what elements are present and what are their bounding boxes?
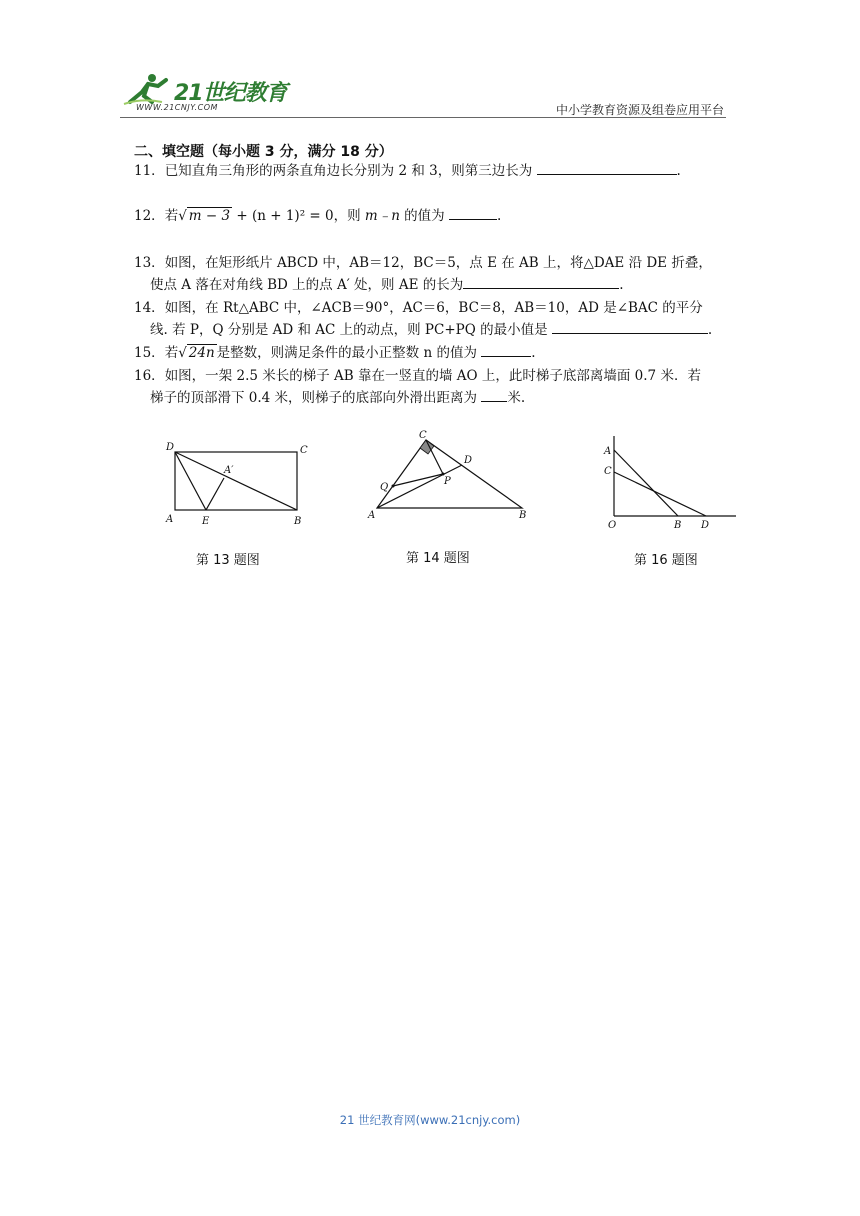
caption-13: 第 13 题图 [196, 553, 260, 568]
question-text: 已知直角三角形的两条直角边长分别为 2 和 3，则第三边长为 [164, 163, 533, 179]
segment-ea2 [206, 478, 224, 510]
answer-blank[interactable] [537, 160, 677, 175]
unit-label: 米. [507, 390, 526, 406]
label-a: A [604, 446, 612, 457]
label-d: D [166, 442, 175, 453]
label-b: B [519, 510, 527, 521]
label-q: Q [380, 482, 389, 493]
logo-url: WWW.21CNJY.COM [136, 103, 218, 112]
question-number: 11． [134, 163, 165, 179]
question-15: 15．若√ 24n 是整数，则满足条件的最小正整数 n 的值为 . [134, 342, 536, 364]
question-suffix: 是整数，则满足条件的最小正整数 n 的值为 [216, 345, 477, 361]
label-o: O [608, 520, 617, 531]
answer-blank[interactable] [463, 274, 619, 289]
question-number: 12． [134, 208, 165, 224]
question-line-1: 如图，在矩形纸片 ABCD 中，AB＝12，BC＝5，点 E 在 AB 上，将△DAE 沿 DE 折叠， [164, 255, 712, 271]
question-prefix: 若 [164, 208, 179, 224]
question-line-2: 梯子的顶部滑下 0.4 米，则梯子的底部向外滑出距离为 [150, 390, 478, 406]
runner-logo-icon [122, 72, 172, 106]
question-prefix: 若 [164, 345, 179, 361]
figure-16 [596, 432, 738, 532]
triangle-abc [377, 440, 522, 508]
caption-16: 第 16 题图 [634, 553, 698, 568]
label-d: D [701, 520, 710, 531]
question-16 [134, 365, 701, 409]
answer-blank[interactable] [552, 319, 708, 334]
question-middle: + (n + 1)² = 0，则 [232, 208, 365, 224]
label-b: B [674, 520, 682, 531]
caption-14: 第 14 题图 [406, 551, 470, 566]
question-suffix: 的值为 [399, 208, 445, 224]
figure-14 [364, 428, 534, 524]
question-14: 14．如图，在 Rt△ABC 中，∠ACB＝90°，AC＝6，BC＝8，AB＝10，AD 是∠BAC 的平分 线. 若 P，Q 分别是 AD 和 AC 上的动点，则 PC+PQ 的最小值是 . [134, 297, 712, 341]
label-a-prime: A′ [224, 465, 234, 476]
diagonal-bd [175, 452, 297, 510]
answer-blank[interactable] [449, 205, 497, 220]
question-line-1: 如图，一架 2.5 米长的梯子 AB 靠在一竖直的墙 AO 上，此时梯子底部离墙面 0.7 米．若 [164, 368, 701, 384]
label-c: C [604, 466, 612, 477]
label-b: B [294, 516, 302, 527]
ladder-cd [614, 472, 706, 516]
label-a: A [166, 514, 174, 525]
question-number: 14． [134, 300, 165, 316]
sqrt-expression: √ 24n [178, 345, 215, 361]
answer-blank[interactable] [481, 387, 507, 402]
sqrt-radicand: 24n [188, 345, 215, 361]
question-line-2: 线. 若 P，Q 分别是 AD 和 AC 上的动点，则 PC+PQ 的最小值是 [150, 322, 548, 338]
label-d: D [464, 455, 473, 466]
question-12: 12．若√ m − 3 + (n + 1)² = 0，则 m﹣n 的值为 . [134, 205, 501, 227]
point-q [392, 485, 395, 488]
question-number: 15． [134, 345, 165, 361]
fold-line-de [175, 452, 206, 510]
question-11: 11．已知直角三角形的两条直角边长分别为 2 和 3，则第三边长为 . [134, 160, 681, 182]
label-e: E [202, 516, 210, 527]
footer-link[interactable]: 21 世纪教育网(www.21cnjy.com) [339, 1113, 521, 1127]
question-line-2: 使点 A 落在对角线 BD 上的点 A′ 处，则 AE 的长为 [150, 277, 464, 293]
ladder-ab [614, 450, 678, 516]
label-a: A [368, 510, 376, 521]
sqrt-expression: √ m − 3 [178, 208, 231, 224]
answer-blank[interactable] [481, 342, 531, 357]
sqrt-radicand: m − 3 [188, 208, 231, 224]
label-c: C [300, 445, 308, 456]
question-number: 16． [134, 368, 165, 384]
segment-cp [426, 440, 443, 474]
question-number: 13． [134, 255, 165, 271]
label-c: C [419, 430, 427, 441]
expression: m﹣n [364, 208, 400, 224]
platform-title: 中小学教育资源及组卷应用平台 [555, 103, 724, 117]
label-p: P [444, 476, 451, 487]
figure-13 [160, 436, 312, 528]
site-logo [122, 70, 292, 116]
question-line-1: 如图，在 Rt△ABC 中，∠ACB＝90°，AC＝6，BC＝8，AB＝10，AD 是∠BAC 的平分 [164, 300, 703, 316]
question-13: 13．如图，在矩形纸片 ABCD 中，AB＝12，BC＝5，点 E 在 AB 上，将△DAE 沿 DE 折叠， 使点 A 落在对角线 BD 上的点 A′ 处，则 AE 的长为 . [134, 252, 712, 296]
header-divider [120, 117, 726, 118]
section-title: 二、填空题（每小题 3 分，满分 18 分） [134, 144, 393, 160]
logo-text: 21世纪教育 [174, 81, 287, 106]
